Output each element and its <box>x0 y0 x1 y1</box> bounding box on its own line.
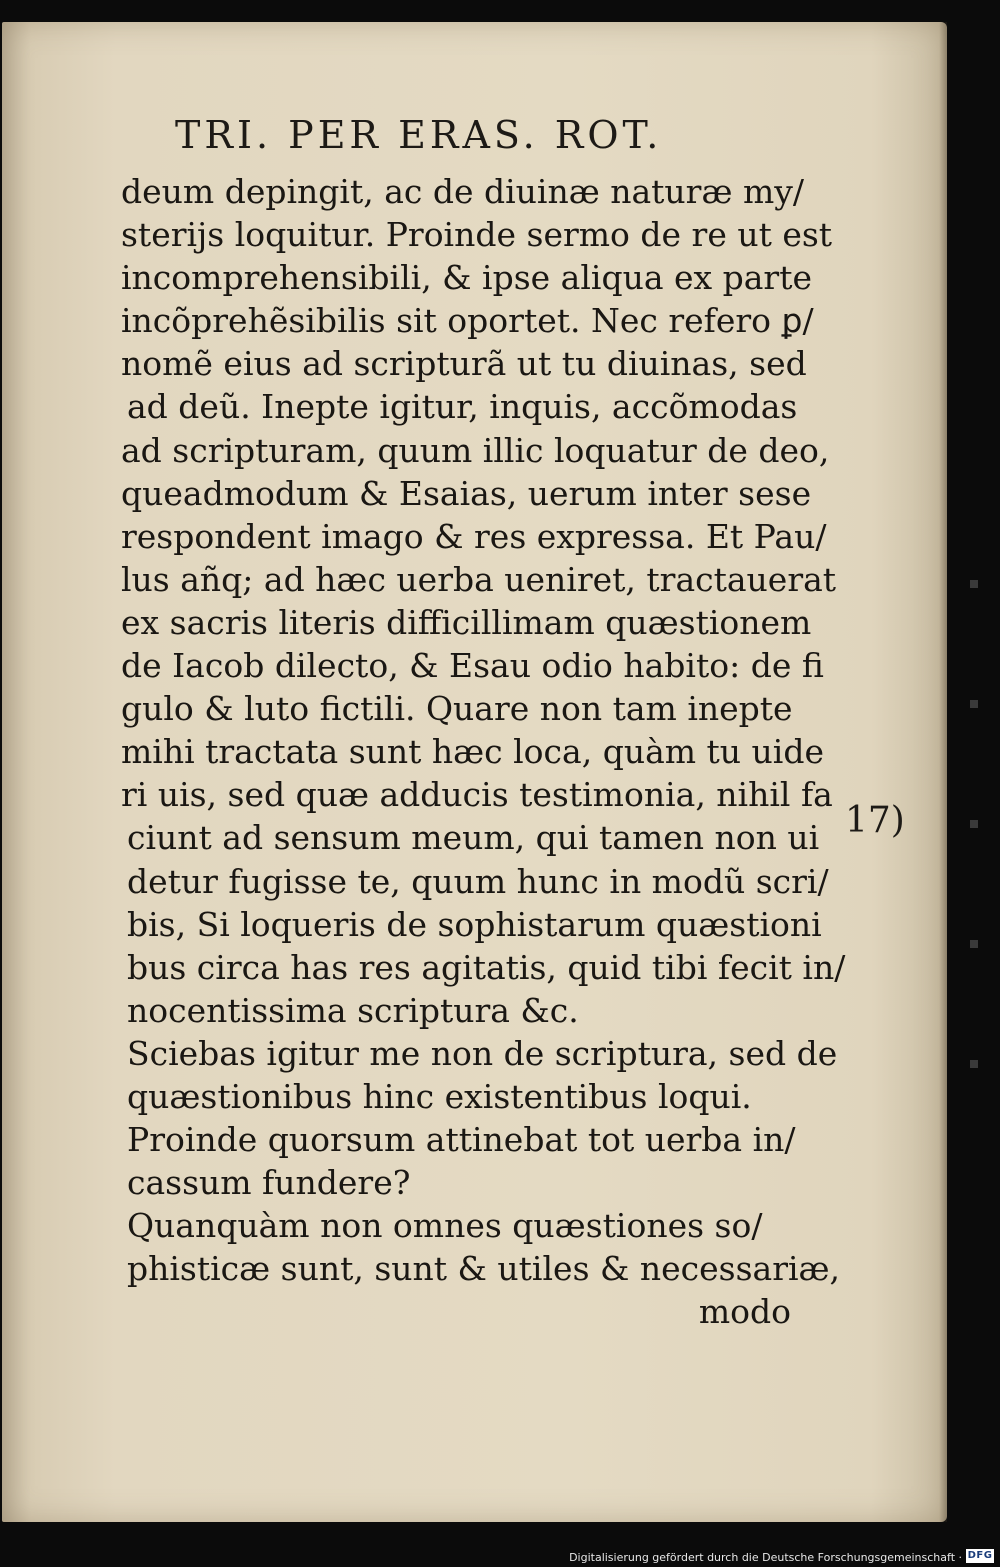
text-line: deum depingit, ac de diuinæ naturæ my/ <box>121 172 805 211</box>
scan-edge-marks <box>960 580 990 1180</box>
text-line: ciunt ad sensum meum, qui tamen non ui <box>127 818 820 858</box>
text-line: ad deũ. Inepte igitur, inquis, accõmodas <box>127 387 798 427</box>
text-line: bus circa has res agitatis, quid tibi fecit in/ <box>127 947 846 987</box>
text-line: ri uis, sed quæ adducis testimonia, nihil fa <box>121 775 833 815</box>
text-line: ex sacris literis difficillimam quæstionem <box>121 602 812 642</box>
margin-folio-number: 17) <box>845 800 905 841</box>
text-line: quæstionibus hinc existentibus loqui. <box>127 1076 752 1116</box>
text-line: queadmodum & Esaias, uerum inter sese <box>121 473 812 513</box>
text-line: detur fugisse te, quum hunc in modũ scri/ <box>127 861 829 901</box>
text-line: respondent imago & res expressa. Et Pau/ <box>121 516 827 556</box>
text-line: cassum fundere? <box>127 1163 411 1203</box>
funding-credit: Digitalisierung gefördert durch die Deutsche Forschungsgemeinschaft · <box>569 1551 962 1564</box>
text-line: nomẽ eius ad scripturã ut tu diuinas, sed <box>121 344 807 384</box>
text-line: de Iacob dilecto, & Esau odio habito: de fi <box>121 646 824 686</box>
text-line: bis, Si loqueris de sophistarum quæstioni <box>127 904 822 944</box>
text-line: Quanquàm non omnes quæstiones so/ <box>127 1206 763 1246</box>
body-text <box>121 170 846 1334</box>
text-line: gulo & luto fictili. Quare non tam inepte <box>121 689 793 729</box>
text-line: phisticæ sunt, sunt & utiles & necessariæ, <box>127 1249 841 1289</box>
text-line: incomprehensibili, & ipse aliqua ex parte <box>121 258 812 298</box>
page-edge-shadow <box>939 22 947 1522</box>
text-line: nocentissima scriptura &c. <box>127 990 579 1030</box>
text-line: Proinde quorsum attinebat tot uerba in/ <box>127 1120 796 1160</box>
running-head: TRI. PER ERAS. ROT. <box>175 113 663 157</box>
text-line: ad scripturam, quum illic loquatur de deo, <box>121 430 830 470</box>
text-line: mihi tractata sunt hæc loca, quàm tu uide <box>121 732 824 772</box>
text-line: incõprehẽsibilis sit oportet. Nec refero ꝑ/ <box>121 301 814 341</box>
text-line: lus añq; ad hæc uerba ueniret, tractauerat <box>121 559 837 599</box>
text-line: sterijs loquitur. Proinde sermo de re ut est <box>121 215 833 255</box>
catchword: modo <box>698 1292 791 1332</box>
dfg-logo-icon: DFG <box>967 1550 993 1561</box>
text-line: Sciebas igitur me non de scriptura, sed de <box>127 1033 838 1073</box>
